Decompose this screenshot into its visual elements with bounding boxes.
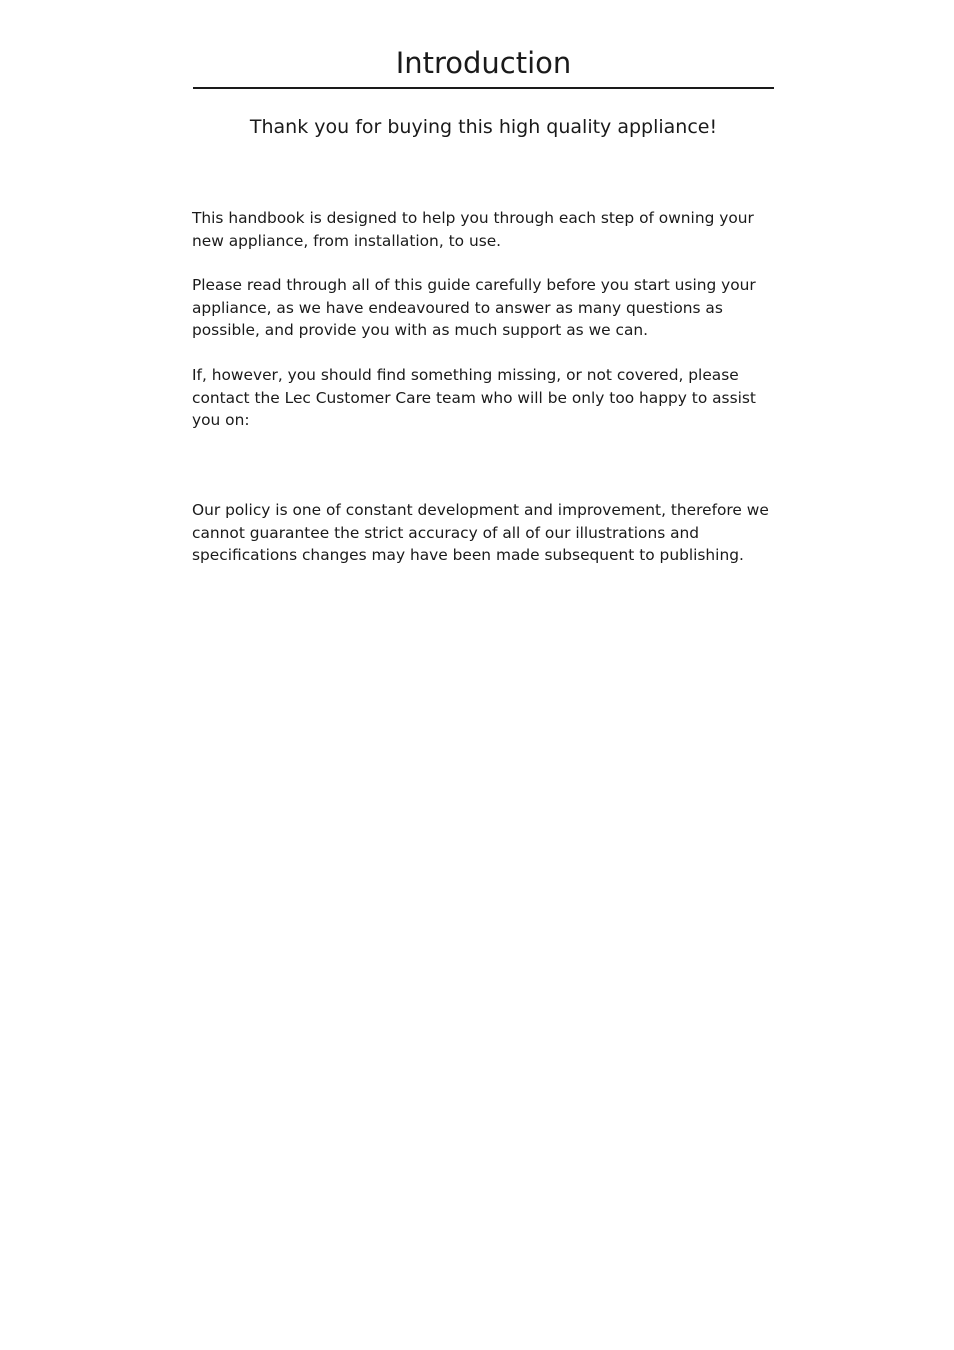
intro-paragraph-handbook: This handbook is designed to help you through each step of owning your new appliance, from installation, to use. (192, 209, 754, 250)
page-subtitle: Thank you for buying this high quality appliance! (249, 116, 718, 138)
intro-paragraph-read-guide: Please read through all of this guide carefully before you start using your appliance, as we have endeavoured to answer as many questions as possible, and provide you with as much support as we can. (192, 276, 756, 339)
intro-paragraph-contact: If, however, you should find something missing, or not covered, please contact the Lec Customer Care team who will be only too happy to assist you on: (192, 366, 756, 429)
page-title: Introduction (395, 46, 572, 80)
title-underline (193, 87, 774, 89)
intro-paragraph-policy: Our policy is one of constant development and improvement, therefore we cannot guarantee the strict accuracy of all of our illustrations and specifications changes may have been made subsequent to publishing. (192, 501, 769, 564)
